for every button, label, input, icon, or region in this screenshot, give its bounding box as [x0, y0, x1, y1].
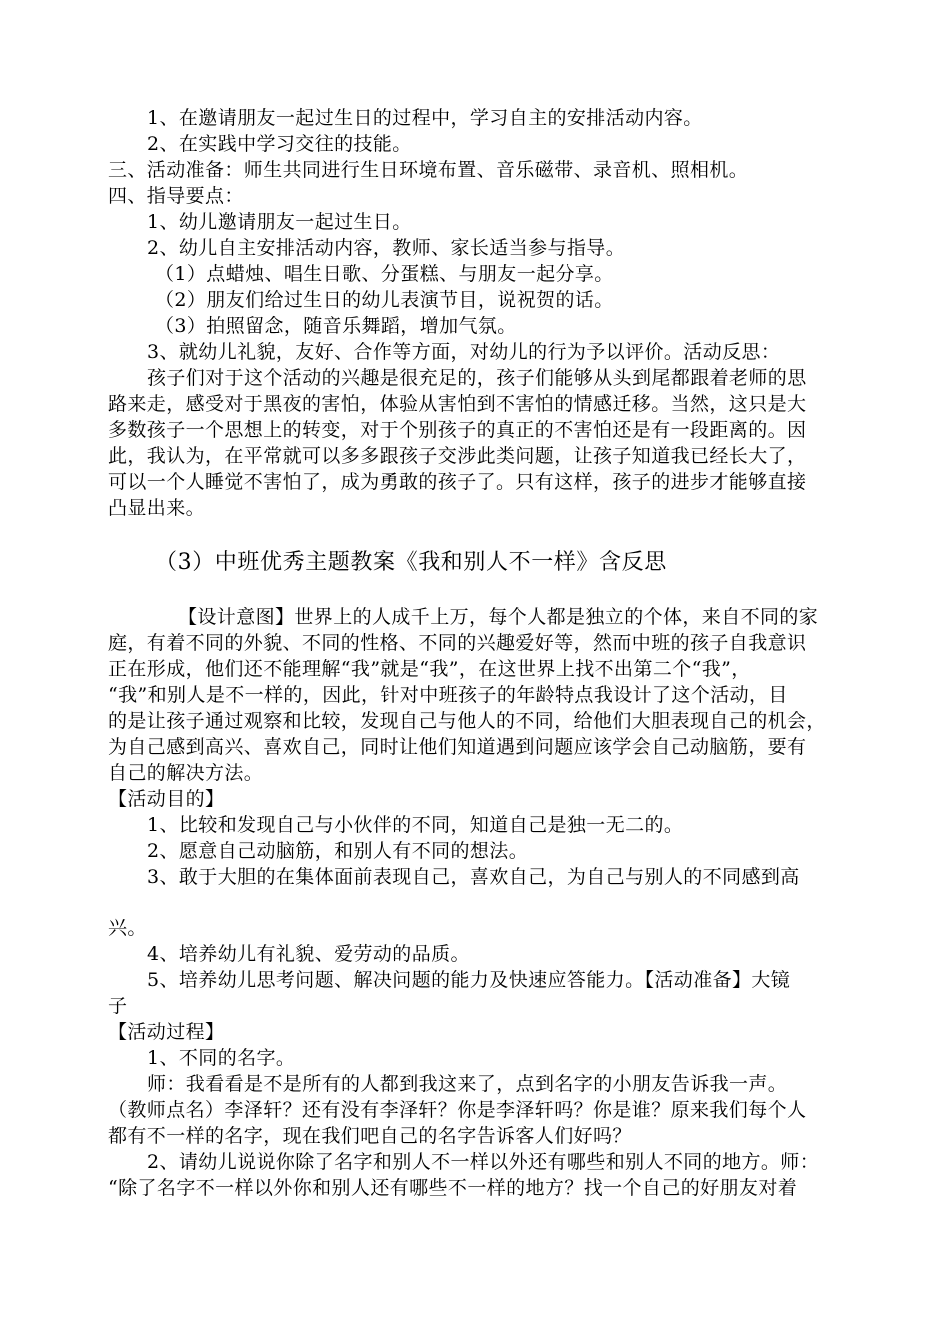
design-intent-line: 为自己感到高兴、喜欢自己，同时让他们知道遇到问题应该学会自己动脑筋，要有 — [108, 736, 807, 758]
design-intent-line: 自己的解决方法。 — [108, 762, 264, 784]
design-intent-line: 正在形成，他们还不能理解“我”就是“我”，在这世界上找不出第二个“我”， — [108, 658, 751, 680]
goal-item-1: 1、比较和发现自己与小伙伴的不同，知道自己是独一无二的。 — [147, 814, 684, 836]
goal-item-5-cont: 子 — [108, 995, 128, 1017]
guidance-item-2: 2、幼儿自主安排活动内容，教师、家长适当参与指导。 — [147, 237, 626, 259]
teacher-dialogue: 师：我看看是不是所有的人都到我这来了，点到名字的小朋友告诉我一声。 — [147, 1073, 788, 1095]
process-step-1: 1、不同的名字。 — [147, 1047, 296, 1069]
goal-item-3: 3、敢于大胆的在集体面前表现自己，喜欢自己，为自己与别人的不同感到高 — [147, 866, 800, 888]
design-intent-line: 的是让孩子通过观察和比较，发现自己与他人的不同，给他们大胆表现自己的机会， — [108, 710, 826, 732]
goal-item-4: 4、培养幼儿有礼貌、爱劳动的品质。 — [147, 943, 470, 965]
goal-item-2: 2、愿意自己动脑筋，和别人有不同的想法。 — [147, 840, 529, 862]
reflection-line: 孩子们对于这个活动的兴趣是很充足的，孩子们能够从头到尾都跟着老师的思 — [147, 367, 807, 389]
activity-goal-2: 2、在实践中学习交往的技能。 — [147, 133, 412, 155]
reflection-line: 路来走，感受对于黑夜的害怕，体验从害怕到不害怕的情感迁移。当然，这只是大 — [108, 393, 807, 415]
design-intent-line: 【设计意图】世界上的人成千上万，每个人都是独立的个体，来自不同的家 — [178, 606, 819, 628]
reflection-line: 凸显出来。 — [108, 497, 206, 519]
guidance-subitem-2: （2）朋友们给过生日的幼儿表演节目，说祝贺的话。 — [155, 289, 614, 311]
process-step-2: 2、请幼儿说说你除了名字和别人不一样以外还有哪些和别人不同的地方。师： — [147, 1151, 820, 1173]
reflection-line: 可以一个人睡觉不害怕了，成为勇敢的孩子了。只有这样，孩子的进步才能够直接 — [108, 471, 807, 493]
reflection-line: 此，我认为，在平常就可以多多跟孩子交涉此类问题，让孩子知道我已经长大了， — [108, 445, 807, 467]
section-heading: （3）中班优秀主题教案《我和别人不一样》含反思 — [155, 550, 667, 575]
activity-goal-1: 1、在邀请朋友一起过生日的过程中，学习自主的安排活动内容。 — [147, 107, 703, 129]
design-intent-line: “我”和别人是不一样的，因此，针对中班孩子的年龄特点我设计了这个活动，目 — [108, 684, 788, 706]
process-step-2-cont: “除了名字不一样以外你和别人还有哪些不一样的地方？找一个自己的好朋友对着 — [108, 1177, 798, 1199]
design-intent-line: 庭，有着不同的外貌、不同的性格、不同的兴趣爱好等，然而中班的孩子自我意识 — [108, 632, 807, 654]
guidance-title: 四、指导要点： — [108, 185, 244, 207]
guidance-subitem-3: （3）拍照留念，随音乐舞蹈，增加气氛。 — [155, 315, 517, 337]
guidance-item-3: 3、就幼儿礼貌，友好、合作等方面，对幼儿的行为予以评价。活动反思： — [147, 341, 781, 363]
goal-item-5: 5、培养幼儿思考问题、解决问题的能力及快速应答能力。【活动准备】大镜 — [147, 969, 791, 991]
goal-item-3-cont: 兴。 — [108, 917, 147, 939]
activity-preparation: 三、活动准备：师生共同进行生日环境布置、音乐磁带、录音机、照相机。 — [108, 159, 749, 181]
process-title: 【活动过程】 — [108, 1021, 225, 1043]
goals-title: 【活动目的】 — [108, 788, 225, 810]
teacher-dialogue-cont: （教师点名）李泽轩？还有没有李泽轩？你是李泽轩吗？你是谁？原来我们每个人 — [108, 1099, 807, 1121]
teacher-dialogue-cont: 都有不一样的名字，现在我们吧自己的名字告诉客人们好吗？ — [108, 1125, 632, 1147]
guidance-item-1: 1、幼儿邀请朋友一起过生日。 — [147, 211, 412, 233]
guidance-subitem-1: （1）点蜡烛、唱生日歌、分蛋糕、与朋友一起分享。 — [155, 263, 614, 285]
reflection-line: 多数孩子一个思想上的转变，对于个别孩子的真正的不害怕还是有一段距离的。因 — [108, 419, 807, 441]
